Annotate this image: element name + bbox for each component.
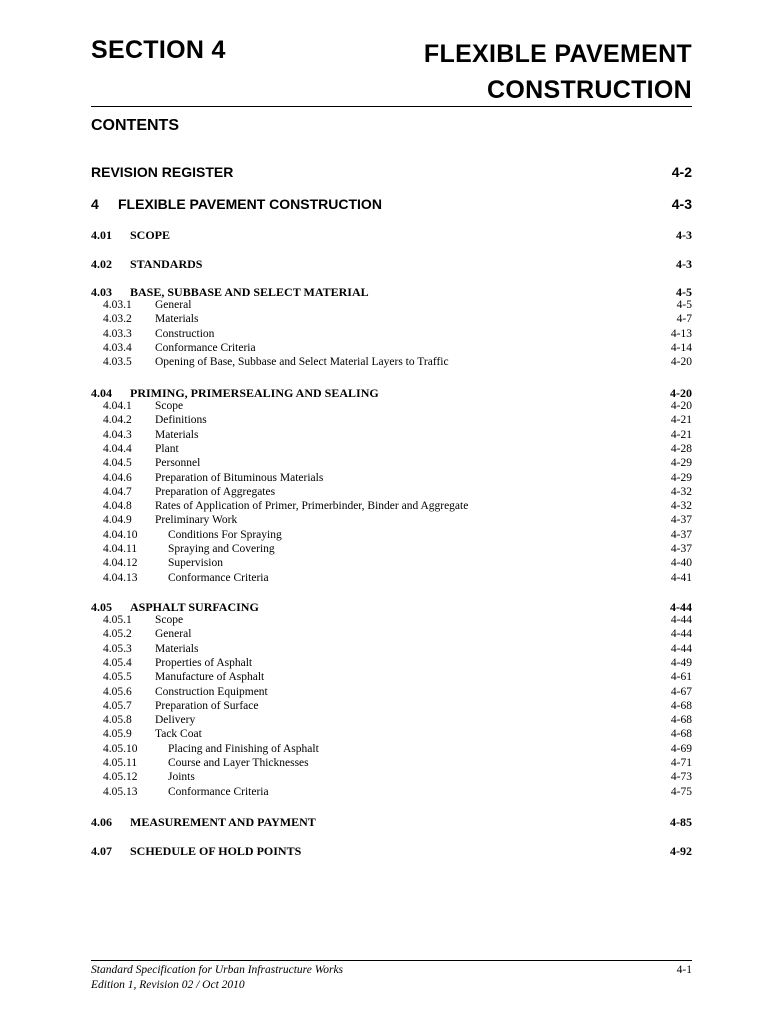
toc-entry-number: 4 bbox=[91, 196, 99, 212]
toc-entry-title: Personnel bbox=[155, 457, 201, 470]
toc-entry-page: 4-67 bbox=[670, 685, 692, 698]
toc-entry-number: 4.05.3 bbox=[103, 642, 132, 655]
toc-entry-page: 4-71 bbox=[670, 757, 692, 769]
toc-entry-title: Placing and Finishing of Asphalt bbox=[168, 742, 319, 755]
toc-entry-title: Plant bbox=[155, 442, 179, 455]
toc-entry-number: 4.03.4 bbox=[103, 341, 132, 354]
toc-entry-title: Construction bbox=[155, 327, 215, 340]
toc-entry-title: Supervision bbox=[168, 557, 223, 570]
toc-entry-title: SCHEDULE OF HOLD POINTS bbox=[130, 844, 302, 858]
toc-entry-number: 4.04.12 bbox=[103, 557, 138, 570]
toc-entry-number: 4.04.1 bbox=[103, 400, 132, 412]
footer-document-title: Standard Specification for Urban Infrastructure Works bbox=[91, 964, 344, 976]
section-number: SECTION 4 bbox=[91, 36, 226, 64]
toc-entry-number: 4.03.5 bbox=[103, 356, 132, 369]
toc-entry-page: 4-20 bbox=[670, 356, 692, 369]
toc-entry-title: Materials bbox=[155, 642, 199, 655]
toc-entry-title: Materials bbox=[155, 428, 199, 441]
toc-entry-number: 4.03.2 bbox=[103, 313, 132, 326]
toc-entry-title: Conformance Criteria bbox=[155, 341, 256, 354]
toc-entry-page: 4-37 bbox=[670, 543, 692, 555]
toc-entry-page: 4-3 bbox=[676, 257, 692, 271]
header-rule bbox=[91, 106, 692, 107]
toc-entry-number: 4.05.2 bbox=[103, 628, 132, 641]
toc-entry-number: 4.02 bbox=[91, 257, 112, 271]
toc-entry-number: 4.05.5 bbox=[103, 671, 132, 684]
toc-entry-title: FLEXIBLE PAVEMENT CONSTRUCTION bbox=[118, 196, 382, 212]
toc-entry-page: 4-41 bbox=[670, 571, 692, 584]
toc-entry-page: 4-44 bbox=[670, 600, 692, 614]
contents-heading: CONTENTS bbox=[91, 117, 179, 134]
toc-entry-number: 4.04.9 bbox=[103, 514, 132, 527]
toc-entry-page: 4-49 bbox=[670, 656, 692, 669]
toc-entry-page: 4-68 bbox=[670, 714, 692, 727]
toc-entry-page: 4-68 bbox=[670, 699, 692, 712]
toc-entry-title: Scope bbox=[155, 400, 184, 412]
toc-entry-number: 4.04.6 bbox=[103, 471, 132, 484]
toc-entry-title: Preliminary Work bbox=[155, 514, 238, 527]
footer-page-number: 4-1 bbox=[676, 964, 692, 976]
toc-entry-title: Opening of Base, Subbase and Select Material Layers to Traffic bbox=[155, 356, 449, 369]
toc-entry-title: General bbox=[155, 628, 192, 641]
toc-entry-number: 4.03 bbox=[91, 285, 112, 299]
toc-entry-number: 4.01 bbox=[91, 228, 112, 242]
toc-entry-page: 4-3 bbox=[676, 228, 692, 242]
toc-entry-number: 4.04.8 bbox=[103, 500, 132, 513]
toc-entry-number: 4.04.2 bbox=[103, 414, 132, 427]
section-title-line1: FLEXIBLE PAVEMENT bbox=[423, 40, 692, 68]
toc-entry-page: 4-73 bbox=[670, 771, 692, 784]
toc-entry-title: Tack Coat bbox=[155, 728, 202, 741]
toc-entry-page: 4-20 bbox=[670, 386, 692, 400]
toc-entry-page: 4-5 bbox=[676, 299, 692, 311]
page-footer bbox=[91, 963, 692, 993]
toc-entry-title: Preparation of Aggregates bbox=[155, 485, 276, 498]
toc-entry-title: Scope bbox=[155, 614, 184, 626]
section-title bbox=[424, 36, 692, 108]
toc-entry-page: 4-28 bbox=[670, 442, 692, 455]
toc-entry-title: Conditions For Spraying bbox=[168, 528, 282, 541]
toc-entry-page: 4-44 bbox=[670, 642, 692, 655]
toc-entry-page: 4-3 bbox=[671, 196, 692, 212]
toc-entry-number: 4.05.9 bbox=[103, 728, 132, 741]
toc-entry-number: 4.05.1 bbox=[103, 614, 132, 626]
toc-entry-number: 4.04.5 bbox=[103, 457, 132, 470]
toc-entry-page: 4-7 bbox=[676, 313, 692, 326]
toc-entry-page: 4-2 bbox=[671, 164, 692, 180]
toc-entry-page: 4-32 bbox=[670, 485, 692, 498]
toc-entry-page: 4-61 bbox=[670, 671, 692, 684]
toc-entry-number: 4.05.12 bbox=[103, 771, 138, 784]
toc-entry-title: Conformance Criteria bbox=[168, 785, 269, 798]
toc-entry-number: 4.04.11 bbox=[103, 543, 138, 555]
toc-entry-title: Rates of Application of Primer, Primerbinder, Binder and Aggregate bbox=[155, 500, 469, 513]
toc-entry-page: 4-32 bbox=[670, 500, 692, 513]
toc-entry-title: MEASUREMENT AND PAYMENT bbox=[130, 815, 316, 829]
toc-entry-number: 4.04.4 bbox=[103, 442, 132, 455]
toc-entry-page: 4-5 bbox=[676, 285, 692, 299]
toc-entry-page: 4-40 bbox=[670, 557, 692, 570]
toc-entry-title: Preparation of Surface bbox=[155, 699, 259, 712]
toc-entry-number: 4.05.10 bbox=[103, 742, 138, 755]
toc-entry-number: 4.04.3 bbox=[103, 428, 132, 441]
toc-entry-number: 4.03.3 bbox=[103, 327, 132, 340]
section-title-line2: CONSTRUCTION bbox=[487, 76, 692, 104]
toc-entry-number: 4.04 bbox=[91, 386, 112, 400]
toc-entry-title: Delivery bbox=[155, 714, 196, 727]
toc-entry-title: Course and Layer Thicknesses bbox=[168, 757, 309, 769]
footer-edition: Edition 1, Revision 02 / Oct 2010 bbox=[91, 979, 245, 991]
toc-entry-page: 4-37 bbox=[670, 528, 692, 541]
toc-entry-title: Construction Equipment bbox=[155, 685, 268, 698]
toc-entry-title: Manufacture of Asphalt bbox=[155, 671, 265, 684]
toc-entry-title: Materials bbox=[155, 313, 199, 326]
toc-entry-title: STANDARDS bbox=[130, 257, 203, 271]
footer-rule bbox=[91, 960, 692, 961]
toc-entry-title: General bbox=[155, 299, 192, 311]
toc-entry-number: 4.05.13 bbox=[103, 785, 138, 798]
toc-entry-number: 4.03.1 bbox=[103, 299, 132, 311]
toc-entry-page: 4-13 bbox=[670, 327, 692, 340]
toc-entry-title: BASE, SUBBASE AND SELECT MATERIAL bbox=[130, 285, 369, 299]
toc-entry-title: Conformance Criteria bbox=[168, 571, 269, 584]
toc-entry-title: Definitions bbox=[155, 414, 207, 427]
toc-entry-title: Joints bbox=[168, 771, 195, 784]
toc-entry-page: 4-44 bbox=[670, 614, 692, 626]
toc-entry-number: 4.05 bbox=[91, 600, 112, 614]
toc-entry-number: 4.04.10 bbox=[103, 528, 138, 541]
toc-entry-number: 4.05.11 bbox=[103, 757, 138, 769]
toc-entry-page: 4-29 bbox=[670, 471, 692, 484]
toc-entry-page: 4-68 bbox=[670, 728, 692, 741]
toc-entry-title: ASPHALT SURFACING bbox=[130, 600, 259, 614]
toc-entry-number: 4.05.8 bbox=[103, 714, 132, 727]
toc-entry-page: 4-21 bbox=[670, 428, 692, 441]
toc-entry-title: PRIMING, PRIMERSEALING AND SEALING bbox=[130, 386, 379, 400]
toc-entry-title: REVISION REGISTER bbox=[91, 164, 234, 180]
toc-entry-title: Properties of Asphalt bbox=[155, 656, 253, 669]
toc-entry-number: 4.07 bbox=[91, 844, 112, 858]
toc-entry-page: 4-14 bbox=[670, 341, 692, 354]
toc-entry-title: Spraying and Covering bbox=[168, 543, 275, 555]
toc-entry-number: 4.05.6 bbox=[103, 685, 132, 698]
toc-entry-page: 4-21 bbox=[670, 414, 692, 427]
toc-entry-title: Preparation of Bituminous Materials bbox=[155, 471, 324, 484]
toc-entry-page: 4-44 bbox=[670, 628, 692, 641]
toc-entry-number: 4.04.7 bbox=[103, 485, 132, 498]
toc-entry-page: 4-92 bbox=[670, 844, 692, 858]
toc-entry-page: 4-85 bbox=[670, 815, 692, 829]
toc-entry-number: 4.05.4 bbox=[103, 656, 132, 669]
toc-entry-page: 4-29 bbox=[670, 457, 692, 470]
toc-entry-page: 4-20 bbox=[670, 400, 692, 412]
toc-entry-page: 4-69 bbox=[670, 742, 692, 755]
toc-entry-title: SCOPE bbox=[130, 228, 171, 242]
toc-entry-number: 4.05.7 bbox=[103, 699, 132, 712]
toc-entry-page: 4-75 bbox=[670, 785, 692, 798]
toc-entry-number: 4.04.13 bbox=[103, 571, 138, 584]
toc-entry-page: 4-37 bbox=[670, 514, 692, 527]
toc-entry-number: 4.06 bbox=[91, 815, 112, 829]
